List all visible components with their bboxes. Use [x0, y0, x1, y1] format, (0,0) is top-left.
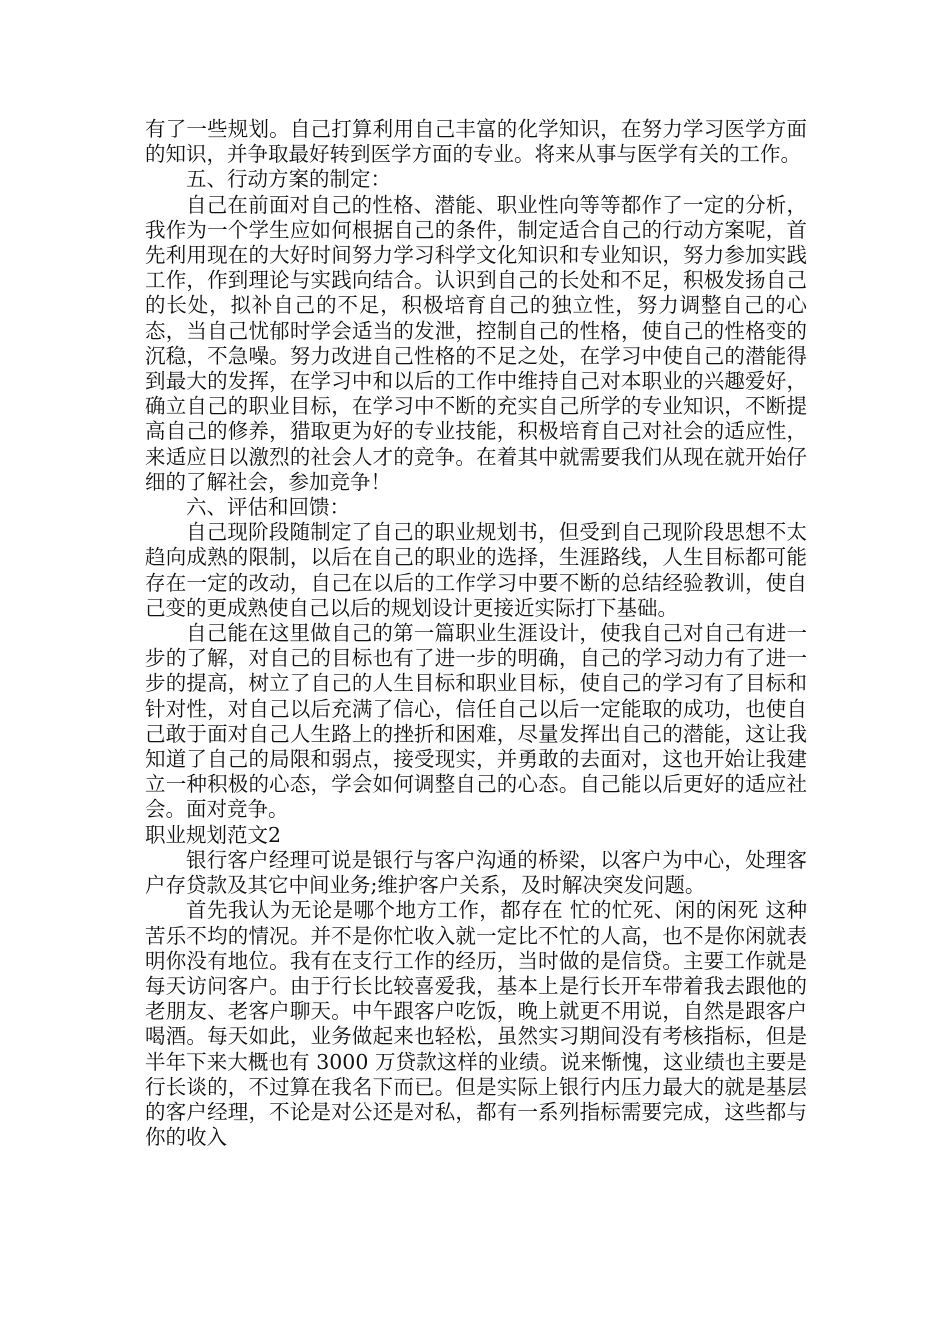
section-heading-action-plan: 五、行动方案的制定：	[186, 167, 391, 192]
section-title-sample-2: 职业规划范文2	[145, 822, 282, 847]
document-page	[145, 117, 807, 1150]
paragraph-action-plan: 自己在前面对自己的性格、潜能、职业性向等等都作了一定的分析，我作为一个学生应如何根据自己的条件，制定适合自己的行动方案呢，首先利用现在的大好时间努力学习科学文化知识和专业知识，努力参加实践工作，作到理论与实践向结合。认识到自己的长处和不足，积极发扬自己的长处，拟补自己的不足，积极培育自己的独立性，努力调整自己的心态，当自己忧郁时学会适当的发泄，控制自己的性格，使自己的性格变的沉稳，不急噪。努力改进自己性格的不足之处，在学习中使自己的潜能得到最大的发挥，在学习中和以后的工作中维持自己对本职业的兴趣爱好，确立自己的职业目标，在学习中不断的充实自己所学的专业知识，不断提高自己的修养，猎取更为好的专业技能，积极培育自己对社会的适应性，来适应日以激烈的社会人才的竞争。在着其中就需要我们从现在就开始仔细的了解社会，参加竞争！	[145, 192, 807, 494]
paragraph-intro: 有了一些规划。自己打算利用自己丰富的化学知识，在努力学习医学方面的知识，并争取最好转到医学方面的专业。将来从事与医学有关的工作。	[145, 117, 807, 167]
paragraph-bank-manager-experience: 首先我认为无论是哪个地方工作，都存在 忙的忙死、闲的闲死 这种苦乐不均的情况。并不是你忙收入就一定比不忙的人高，也不是你闲就表明你没有地位。我有在支行工作的经历，当时做的是信贷。主要工作就是每天访问客户。由于行长比较喜爱我，基本上是行长开车带着我去跟他的老朋友、老客户聊天。中午跟客户吃饭，晚上就更不用说，自然是跟客户喝酒。每天如此，业务做起来也轻松，虽然实习期间没有考核指标，但是半年下来大概也有 3000 万贷款这样的业绩。说来惭愧，这业绩也主要是行长谈的，不过算在我名下而已。但是实际上银行内压力最大的就是基层的客户经理，不论是对公还是对私，都有一系列指标需要完成，这些都与你的收入	[145, 898, 807, 1150]
paragraph-bank-manager-intro: 银行客户经理可说是银行与客户沟通的桥梁，以客户为中心，处理客户存贷款及其它中间业务;维护客户关系，及时解决突发问题。	[145, 847, 807, 898]
section-heading-evaluation: 六、评估和回馈：	[186, 495, 350, 520]
paragraph-conclusion: 自己能在这里做自己的第一篇职业生涯设计，使我自己对自己有进一步的了解，对自己的目标也有了进一步的明确，自己的学习动力有了进一步的提高，树立了自己的人生目标和职业目标，使自己的学习有了目标和针对性，对自己以后充满了信心，信任自己以后一定能取的成功，也使自己敢于面对自己人生路上的挫折和困难，尽量发挥出自己的潜能，这让我知道了自己的局限和弱点，接受现实，并勇敢的去面对，这也开始让我建立一种积极的心态，学会如何调整自己的心态。自己能以后更好的适应社会。面对竞争。	[145, 621, 807, 822]
paragraph-evaluation: 自己现阶段随制定了自己的职业规划书，但受到自己现阶段思想不太趋向成熟的限制，以后在自己的职业的选择，生涯路线，人生目标都可能存在一定的改动，自己在以后的工作学习中要不断的总结经验教训，使自己变的更成熟使自己以后的规划设计更接近实际打下基础。	[145, 520, 807, 620]
